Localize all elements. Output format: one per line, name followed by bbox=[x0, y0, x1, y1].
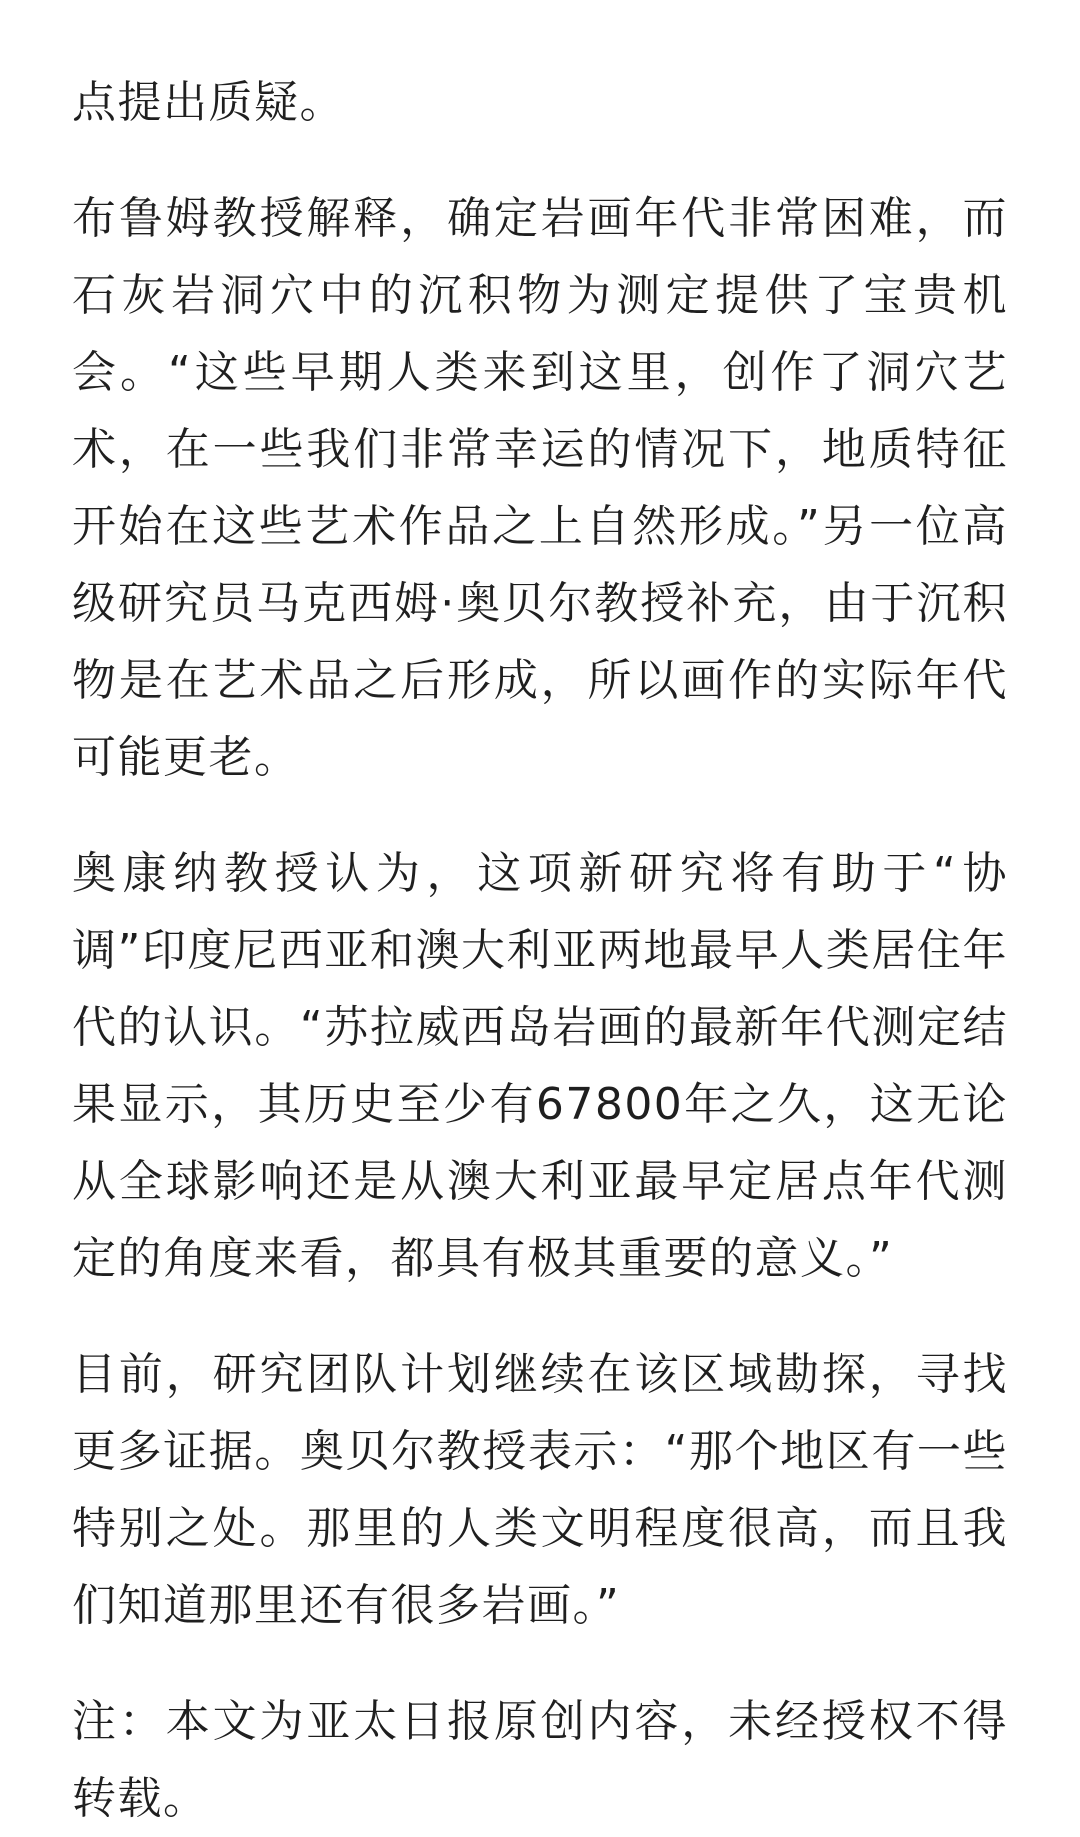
paragraph: 奥康纳教授认为，这项新研究将有助于“协调”印度尼西亚和澳大利亚两地最早人类居住年代的认识。“苏拉威西岛岩画的最新年代测定结果显示，其历史至少有67800年之久，这无论从全球影响还是从澳大利亚最早定居点年代测定的角度来看，都具有极其重要的意义。” bbox=[72, 848, 1008, 1284]
paragraph: 布鲁姆教授解释，确定岩画年代非常困难，而石灰岩洞穴中的沉积物为测定提供了宝贵机会。“这些早期人类来到这里，创作了洞穴艺术，在一些我们非常幸运的情况下，地质特征开始在这些艺术作品之上自然形成。”另一位高级研究员马克西姆·奥贝尔教授补充，由于沉积物是在艺术品之后形成，所以画作的实际年代可能更老。 bbox=[72, 193, 1008, 783]
paragraph: 点提出质疑。 bbox=[72, 77, 345, 128]
paragraph: 目前，研究团队计划继续在该区域勘探，寻找更多证据。奥贝尔教授表示：“那个地区有一些特别之处。那里的人类文明程度很高，而且我们知道那里还有很多岩画。” bbox=[72, 1349, 1008, 1631]
copyright-note: 注：本文为亚太日报原创内容，未经授权不得转载。 bbox=[72, 1696, 1008, 1824]
